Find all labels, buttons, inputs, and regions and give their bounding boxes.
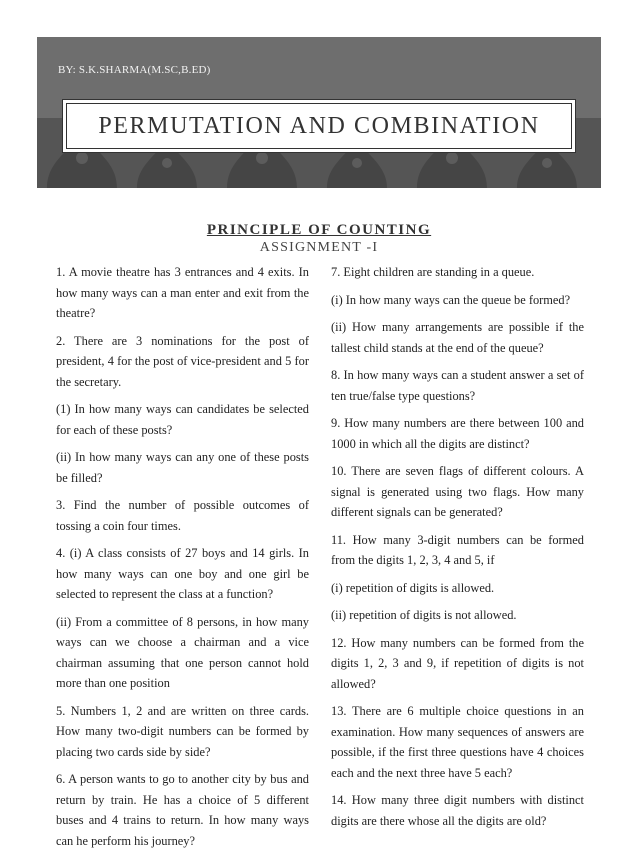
author-byline: BY: S.K.SHARMA(M.SC,B.ED)	[58, 64, 211, 76]
question-2: 2. There are 3 nominations for the post of president, 4 for the post of vice-president and 5 for the secretary.	[56, 333, 309, 389]
question-12: 12. How many numbers can be formed from the digits 1, 2, 3 and 9, if repetition of digits is not allowed?	[331, 635, 584, 691]
question-7-part-1: (i) In how many ways can the queue be formed?	[331, 292, 571, 307]
question-14: 14. How many three digit numbers with distinct digits are there whose all the digits are old?	[331, 793, 584, 828]
question-8: 8. In how many ways can a student answer a set of ten true/false type questions?	[331, 368, 584, 403]
question-2-part-1: (1) In how many ways can candidates be selected for each of these posts?	[56, 402, 309, 437]
question-9: 9. How many numbers are there between 100 and 1000 in which all the digits are distinct?	[331, 416, 584, 451]
assignment-label: ASSIGNMENT -I	[259, 240, 379, 255]
question-10: 10. There are seven flags of different colours. A signal is generated using two flags. How many different signals can be generated?	[331, 464, 584, 519]
question-11: 11. How many 3-digit numbers can be formed from the digits 1, 2, 3, 4 and 5, if	[331, 532, 584, 567]
section-heading: PRINCIPLE OF COUNTING	[206, 222, 432, 238]
question-4-part-1: 4. (i) A class consists of 27 boys and 14 girls. In how many ways can one boy and one girl be selected to represent the class at a function?	[56, 546, 309, 601]
question-11-part-2: (ii) repetition of digits is not allowed.	[331, 608, 517, 622]
page-title: PERMUTATION AND COMBINATION	[62, 99, 576, 153]
right-column	[331, 262, 584, 838]
question-7-part-2: (ii) How many arrangements are possible if the tallest child stands at the end of the queue?	[331, 320, 584, 355]
question-7: 7. Eight children are standing in a queue.	[331, 265, 535, 279]
question-6: 6. A person wants to go to another city by bus and return by train. He has a choice of 5 different buses and 4 trains to return. In how many ways can he perform his journey?	[56, 772, 309, 848]
question-5: 5. Numbers 1, 2 and are written on three cards. How many two-digit numbers can be formed by placing two cards side by side?	[56, 703, 309, 759]
left-column	[56, 262, 309, 858]
question-13: 13. There are 6 multiple choice questions in an examination. How many sequences of answers are possible, if the first three questions have 4 choices each and the next three have 5 each?	[331, 704, 584, 780]
question-4-part-2: (ii) From a committee of 8 persons, in how many ways can we choose a chairman and a vice chairman assuming that one person cannot hold more than one position	[56, 614, 309, 690]
question-2-part-2: (ii) In how many ways can any one of these posts be filled?	[56, 450, 309, 485]
question-11-part-1: (i) repetition of digits is allowed.	[331, 580, 495, 595]
question-3: 3. Find the number of possible outcomes of tossing a coin four times.	[56, 498, 309, 533]
question-1: 1. A movie theatre has 3 entrances and 4 exits. In how many ways can a man enter and exit from the theatre?	[56, 265, 309, 320]
header-banner	[37, 37, 601, 188]
